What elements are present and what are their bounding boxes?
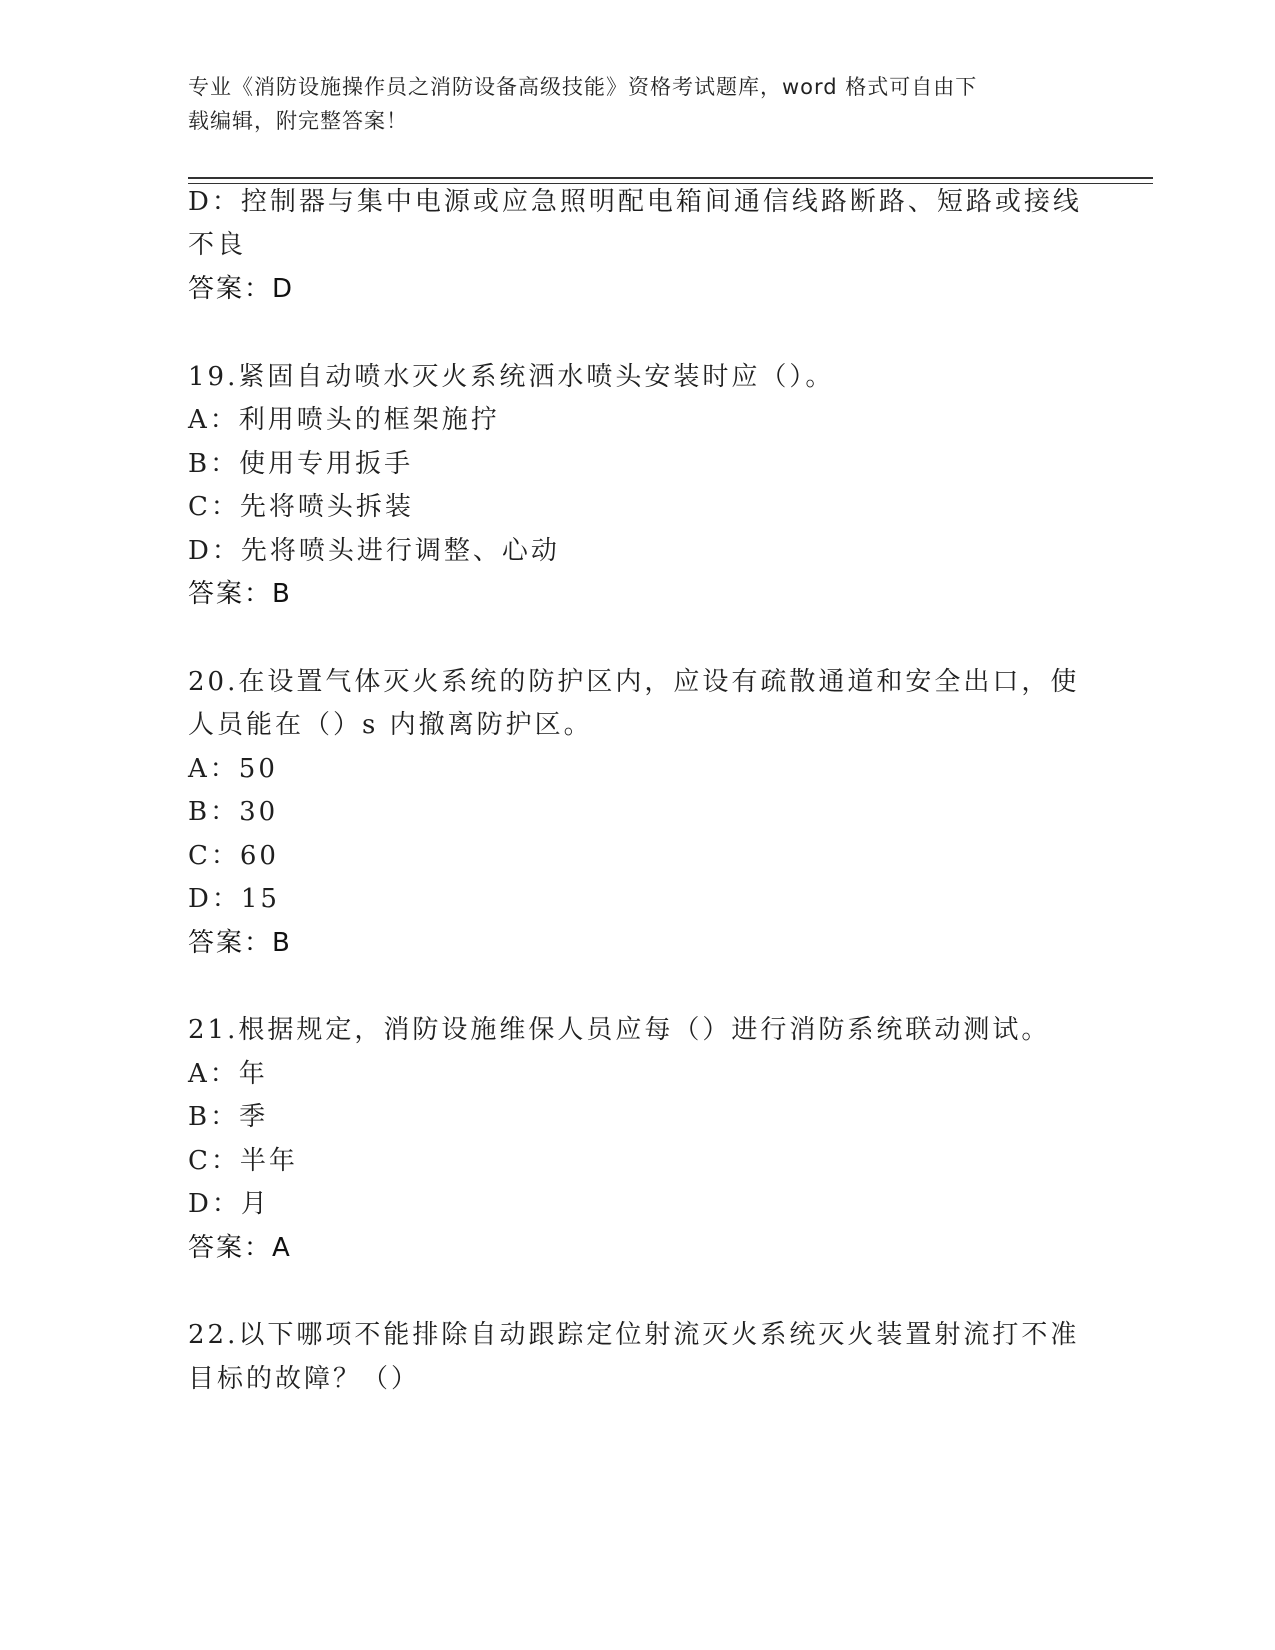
document-header xyxy=(188,70,1068,138)
q20-answer: 答案：B xyxy=(188,928,292,958)
q22-stem-line-1: 22.以下哪项不能排除自动跟踪定位射流灭火系统灭火装置射流打不准 xyxy=(188,1320,1080,1350)
q19-option-c: C：先将喷头拆装 xyxy=(188,492,414,522)
q20-option-a: A：50 xyxy=(188,754,278,784)
q19-option-d: D：先将喷头进行调整、心动 xyxy=(188,536,560,566)
q20-option-b: B：30 xyxy=(188,797,279,827)
q21-option-d: D：月 xyxy=(188,1189,270,1219)
prev-option-d-line-1: D：控制器与集中电源或应急照明配电箱间通信线路断路、短路或接线 xyxy=(188,187,1082,217)
q21-option-c: C：半年 xyxy=(188,1146,298,1176)
q20-option-d: D：15 xyxy=(188,884,280,914)
q20-option-c: C：60 xyxy=(188,841,279,871)
q21-option-a: A：年 xyxy=(188,1059,268,1089)
q19-option-b: B：使用专用扳手 xyxy=(188,449,414,479)
header-divider-thick xyxy=(188,177,1153,179)
header-divider-thin xyxy=(188,183,1153,184)
q19-answer: 答案：B xyxy=(188,579,292,609)
header-line-2: 载编辑，附完整答案！ xyxy=(188,109,408,133)
q20-stem-line-2: 人员能在（）s 内撤离防护区。 xyxy=(188,710,593,740)
q22-stem-line-2: 目标的故障？（） xyxy=(188,1364,421,1394)
q19-stem: 19.紧固自动喷水灭火系统洒水喷头安装时应（）。 xyxy=(188,362,835,392)
q21-stem: 21.根据规定，消防设施维保人员应每（）进行消防系统联动测试。 xyxy=(188,1015,1051,1045)
q21-answer: 答案：A xyxy=(188,1233,292,1263)
q21-option-b: B：季 xyxy=(188,1102,269,1132)
prev-answer: 答案：D xyxy=(188,274,295,304)
prev-option-d-line-2: 不良 xyxy=(188,230,247,260)
header-line-1: 专业《消防设施操作员之消防设备高级技能》资格考试题库，word 格式可自由下 xyxy=(188,75,978,99)
q19-option-a: A：利用喷头的框架施拧 xyxy=(188,405,500,435)
q20-stem-line-1: 20.在设置气体灭火系统的防护区内，应设有疏散通道和安全出口，使 xyxy=(188,667,1080,697)
